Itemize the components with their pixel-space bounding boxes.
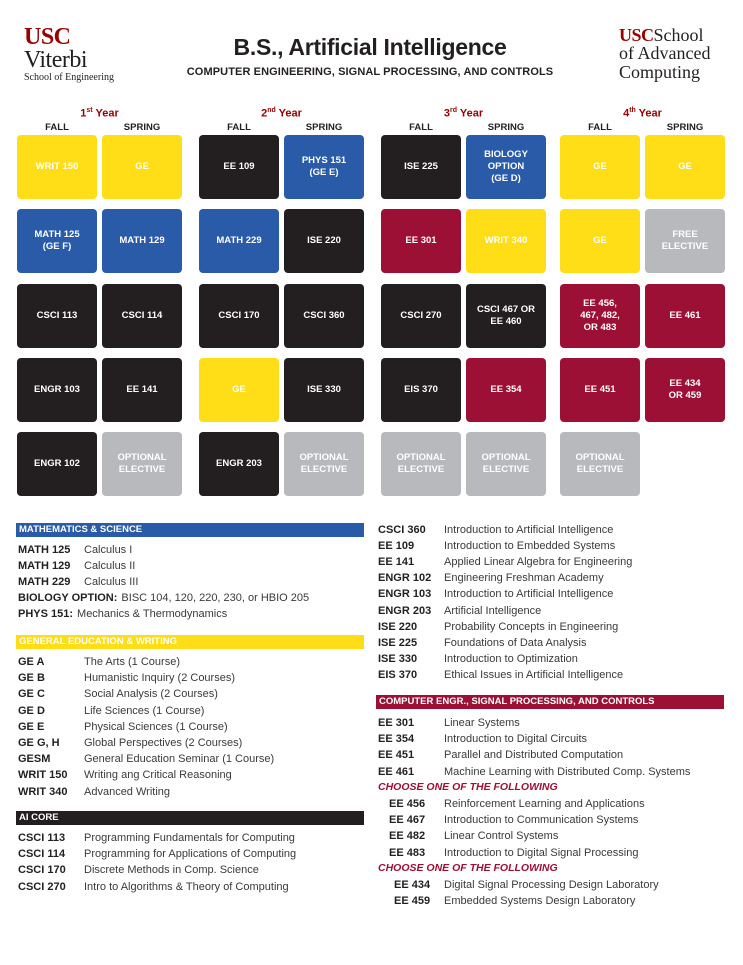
course-box: EE 456, 467, 482, OR 483 bbox=[560, 284, 640, 348]
ge-row bbox=[18, 736, 242, 752]
year-word: Year bbox=[92, 107, 119, 120]
ce-row bbox=[378, 748, 623, 764]
logo-right-line1: School bbox=[653, 25, 704, 45]
course-code: GESM bbox=[18, 753, 51, 766]
course-code: CSCI 360 bbox=[378, 524, 426, 536]
course-code: MATH 125 bbox=[18, 544, 71, 556]
course-box: EE 109 bbox=[199, 135, 279, 199]
course-code: GE D bbox=[18, 704, 45, 717]
course-name: Calculus III bbox=[84, 576, 139, 588]
course-box: CSCI 360 bbox=[284, 284, 364, 348]
ge-row bbox=[18, 704, 204, 720]
course-code: GE B bbox=[18, 672, 45, 685]
choose-one-label-2: CHOOSE ONE OF THE FOLLOWING bbox=[378, 862, 558, 874]
course-code: EE 451 bbox=[378, 749, 415, 762]
course-name: Digital Signal Processing Design Laboratory bbox=[444, 879, 659, 891]
course-name: Introduction to Optimization bbox=[444, 652, 578, 665]
course-box: ISE 225 bbox=[381, 135, 461, 199]
logo-viterbi-text: Viterbi bbox=[24, 47, 88, 73]
course-name: Calculus II bbox=[84, 560, 136, 572]
core-row bbox=[378, 604, 541, 620]
ce-choice-row bbox=[389, 829, 558, 845]
course-name: BISC 104, 120, 220, 230, or HBIO 205 bbox=[121, 592, 310, 604]
course-name: Linear Control Systems bbox=[444, 830, 559, 843]
course-code: PHYS 151: bbox=[18, 608, 74, 620]
semester-label-spring: SPRING bbox=[666, 122, 704, 133]
semester-label-spring: SPRING bbox=[123, 122, 161, 133]
course-box: EE 141 bbox=[102, 358, 182, 422]
page-title: B.S., Artificial Intelligence bbox=[233, 34, 507, 60]
course-name: Intro to Algorithms & Theory of Computing bbox=[84, 880, 289, 893]
ge-writing-heading: GENERAL EDUCATION & WRITING bbox=[16, 635, 364, 649]
ce-choice-row bbox=[389, 846, 638, 862]
course-name: Physical Sciences (1 Course) bbox=[84, 720, 228, 733]
ai-core-heading: AI CORE bbox=[16, 811, 364, 825]
year-label-1 bbox=[15, 107, 185, 120]
math-row bbox=[18, 575, 138, 591]
year-number: 2 bbox=[261, 107, 268, 120]
core-row bbox=[378, 571, 604, 587]
course-code: EE 456 bbox=[389, 798, 426, 810]
course-box: FREE ELECTIVE bbox=[645, 209, 725, 273]
year-label-3 bbox=[379, 107, 549, 120]
course-box: OPTIONAL ELECTIVE bbox=[102, 432, 182, 496]
year-label-4 bbox=[558, 107, 728, 120]
course-box: OPTIONAL ELECTIVE bbox=[466, 432, 546, 496]
course-name: Probability Concepts in Engineering bbox=[444, 620, 619, 633]
course-box: CSCI 467 OR EE 460 bbox=[466, 284, 546, 348]
course-box: GE bbox=[560, 209, 640, 273]
semester-label-spring: SPRING bbox=[487, 122, 525, 133]
year-number: 1 bbox=[80, 107, 87, 120]
course-code: CSCI 114 bbox=[18, 848, 66, 861]
course-code: ISE 225 bbox=[378, 636, 418, 649]
course-name: Global Perspectives (2 Courses) bbox=[84, 737, 243, 749]
core-row bbox=[378, 668, 623, 684]
course-name: Parallel and Distributed Computation bbox=[444, 749, 624, 762]
core-row bbox=[378, 523, 613, 539]
page-subtitle: COMPUTER ENGINEERING, SIGNAL PROCESSING, AND CONTROLS bbox=[186, 66, 554, 78]
course-box: EE 461 bbox=[645, 284, 725, 348]
logo-school-text: School of Engineering bbox=[24, 72, 114, 83]
semester-label-fall: FALL bbox=[45, 122, 69, 133]
core-row bbox=[378, 587, 613, 603]
course-name: Introduction to Embedded Systems bbox=[444, 540, 616, 553]
course-code: ISE 220 bbox=[378, 620, 418, 633]
ge-row bbox=[18, 687, 218, 703]
core-row bbox=[378, 636, 586, 652]
ai-row bbox=[18, 831, 295, 847]
course-box: MATH 229 bbox=[199, 209, 279, 273]
course-name: Embedded Systems Design Laboratory bbox=[444, 895, 636, 908]
course-name: Applied Linear Algebra for Engineering bbox=[444, 556, 633, 569]
course-box: ENGR 102 bbox=[17, 432, 97, 496]
course-box: EE 434 OR 459 bbox=[645, 358, 725, 422]
ce-row bbox=[378, 716, 520, 732]
course-box: WRIT 150 bbox=[17, 135, 97, 199]
course-name: Writing ang Critical Reasoning bbox=[84, 769, 232, 782]
semester-label-fall: FALL bbox=[588, 122, 612, 133]
year-ordinal: th bbox=[629, 107, 636, 114]
course-code: CSCI 113 bbox=[18, 832, 66, 844]
logo-right-usc: USC bbox=[619, 25, 654, 45]
course-name: Introduction to Artificial Intelligence bbox=[444, 588, 614, 601]
course-box: GE bbox=[199, 358, 279, 422]
course-name: Reinforcement Learning and Applications bbox=[444, 798, 645, 810]
core-row bbox=[378, 652, 578, 668]
course-box: CSCI 270 bbox=[381, 284, 461, 348]
year-word: Year bbox=[635, 107, 662, 120]
course-box: ENGR 203 bbox=[199, 432, 279, 496]
course-code: EIS 370 bbox=[378, 668, 418, 681]
usc-school-advanced-computing-logo bbox=[619, 26, 710, 82]
course-code: EE 141 bbox=[378, 556, 415, 569]
ai-row bbox=[18, 863, 259, 879]
course-box: OPTIONAL ELECTIVE bbox=[381, 432, 461, 496]
ge-row bbox=[18, 752, 274, 768]
year-ordinal: rd bbox=[450, 107, 457, 114]
math-row bbox=[18, 543, 132, 559]
course-name: Introduction to Communication Systems bbox=[444, 814, 639, 827]
course-name: Introduction to Artificial Intelligence bbox=[444, 524, 614, 536]
logo-right-line3: Computing bbox=[619, 62, 701, 82]
ge-row bbox=[18, 768, 232, 784]
ge-row bbox=[18, 671, 235, 687]
course-box: EE 301 bbox=[381, 209, 461, 273]
math-row bbox=[18, 607, 227, 623]
course-code: ENGR 102 bbox=[378, 572, 432, 585]
ge-row bbox=[18, 655, 180, 671]
choose-one-label-1: CHOOSE ONE OF THE FOLLOWING bbox=[378, 781, 558, 793]
course-name: Ethical Issues in Artificial Intelligence bbox=[444, 668, 624, 681]
course-box: ISE 330 bbox=[284, 358, 364, 422]
course-code: WRIT 150 bbox=[18, 769, 68, 782]
year-word: Year bbox=[457, 107, 484, 120]
course-code: GE E bbox=[18, 720, 45, 733]
math-science-heading: MATHEMATICS & SCIENCE bbox=[16, 523, 364, 537]
ce-row bbox=[378, 732, 587, 748]
semester-label-fall: FALL bbox=[409, 122, 433, 133]
core-row bbox=[378, 539, 615, 555]
semester-label-spring: SPRING bbox=[305, 122, 343, 133]
course-code: ISE 330 bbox=[378, 652, 418, 665]
math-row bbox=[18, 559, 135, 575]
course-code: CSCI 170 bbox=[18, 864, 66, 877]
course-code: BIOLOGY OPTION: bbox=[18, 592, 118, 604]
course-name: Life Sciences (1 Course) bbox=[84, 704, 205, 717]
course-box: ISE 220 bbox=[284, 209, 364, 273]
course-box: CSCI 114 bbox=[102, 284, 182, 348]
year-ordinal: nd bbox=[267, 107, 276, 114]
ce-heading: COMPUTER ENGR., SIGNAL PROCESSING, AND CONTROLS bbox=[376, 695, 724, 709]
ai-row bbox=[18, 880, 289, 896]
core-row bbox=[378, 620, 618, 636]
year-number: 3 bbox=[443, 107, 450, 120]
ce-choice-row bbox=[389, 813, 638, 829]
course-code: EE 109 bbox=[378, 540, 415, 553]
course-box: ENGR 103 bbox=[17, 358, 97, 422]
course-box: BIOLOGY OPTION (GE D) bbox=[466, 135, 546, 199]
course-code: EE 483 bbox=[389, 846, 426, 859]
course-code: EE 434 bbox=[394, 879, 431, 891]
course-name: Introduction to Digital Signal Processing bbox=[444, 846, 639, 859]
course-name: Calculus I bbox=[84, 544, 133, 556]
course-box: EE 451 bbox=[560, 358, 640, 422]
course-name: Humanistic Inquiry (2 Courses) bbox=[84, 672, 235, 685]
ge-row bbox=[18, 720, 228, 736]
course-box: CSCI 113 bbox=[17, 284, 97, 348]
course-box: GE bbox=[560, 135, 640, 199]
course-code: MATH 129 bbox=[18, 560, 71, 572]
course-name: General Education Seminar (1 Course) bbox=[84, 753, 275, 766]
course-name: Foundations of Data Analysis bbox=[444, 636, 587, 649]
course-box: EE 354 bbox=[466, 358, 546, 422]
course-code: EE 467 bbox=[389, 814, 426, 827]
course-name: Programming for Applications of Computing bbox=[84, 848, 297, 861]
course-box: GE bbox=[102, 135, 182, 199]
course-name: Introduction to Digital Circuits bbox=[444, 733, 588, 746]
course-name: Engineering Freshman Academy bbox=[444, 572, 604, 585]
course-box: OPTIONAL ELECTIVE bbox=[284, 432, 364, 496]
course-box: MATH 125 (GE F) bbox=[17, 209, 97, 273]
course-name: Machine Learning with Distributed Comp. Systems bbox=[444, 765, 691, 778]
year-word: Year bbox=[275, 107, 302, 120]
course-box: EIS 370 bbox=[381, 358, 461, 422]
course-code: GE G, H bbox=[18, 737, 60, 749]
course-name: Advanced Writing bbox=[84, 785, 171, 798]
course-code: EE 461 bbox=[378, 765, 415, 778]
course-box: MATH 129 bbox=[102, 209, 182, 273]
ce-choice-row bbox=[394, 878, 659, 894]
course-code: EE 301 bbox=[378, 717, 415, 729]
course-code: GE A bbox=[18, 656, 45, 668]
usc-viterbi-logo bbox=[24, 26, 114, 84]
logo-usc-text: USC bbox=[24, 24, 71, 50]
semester-label-fall: FALL bbox=[227, 122, 251, 133]
course-name: Artificial Intelligence bbox=[444, 604, 542, 617]
course-box: CSCI 170 bbox=[199, 284, 279, 348]
ce-choice-row bbox=[394, 894, 635, 910]
logo-right-line2: of Advanced bbox=[619, 43, 711, 63]
course-box: PHYS 151 (GE E) bbox=[284, 135, 364, 199]
course-name: The Arts (1 Course) bbox=[84, 656, 180, 668]
course-name: Social Analysis (2 Courses) bbox=[84, 688, 218, 701]
course-code: ENGR 203 bbox=[378, 604, 432, 617]
math-row bbox=[18, 591, 309, 607]
course-name: Programming Fundamentals for Computing bbox=[84, 832, 295, 844]
year-label-2 bbox=[197, 107, 367, 120]
course-name: Mechanics & Thermodynamics bbox=[77, 608, 228, 620]
course-code: EE 459 bbox=[394, 895, 431, 908]
course-code: EE 482 bbox=[389, 830, 426, 843]
course-code: EE 354 bbox=[378, 733, 415, 746]
course-box: WRIT 340 bbox=[466, 209, 546, 273]
ce-row bbox=[378, 765, 690, 781]
course-code: CSCI 270 bbox=[18, 880, 66, 893]
ge-row bbox=[18, 785, 170, 801]
ai-row bbox=[18, 847, 296, 863]
ce-choice-row bbox=[389, 797, 645, 813]
course-code: WRIT 340 bbox=[18, 785, 68, 798]
course-code: MATH 229 bbox=[18, 576, 71, 588]
course-code: ENGR 103 bbox=[378, 588, 432, 601]
core-row bbox=[378, 555, 632, 571]
course-name: Discrete Methods in Comp. Science bbox=[84, 864, 259, 877]
year-ordinal: st bbox=[86, 107, 93, 114]
year-number: 4 bbox=[623, 107, 630, 120]
course-box: OPTIONAL ELECTIVE bbox=[560, 432, 640, 496]
course-code: GE C bbox=[18, 688, 45, 701]
course-box: GE bbox=[645, 135, 725, 199]
course-name: Linear Systems bbox=[444, 717, 520, 729]
